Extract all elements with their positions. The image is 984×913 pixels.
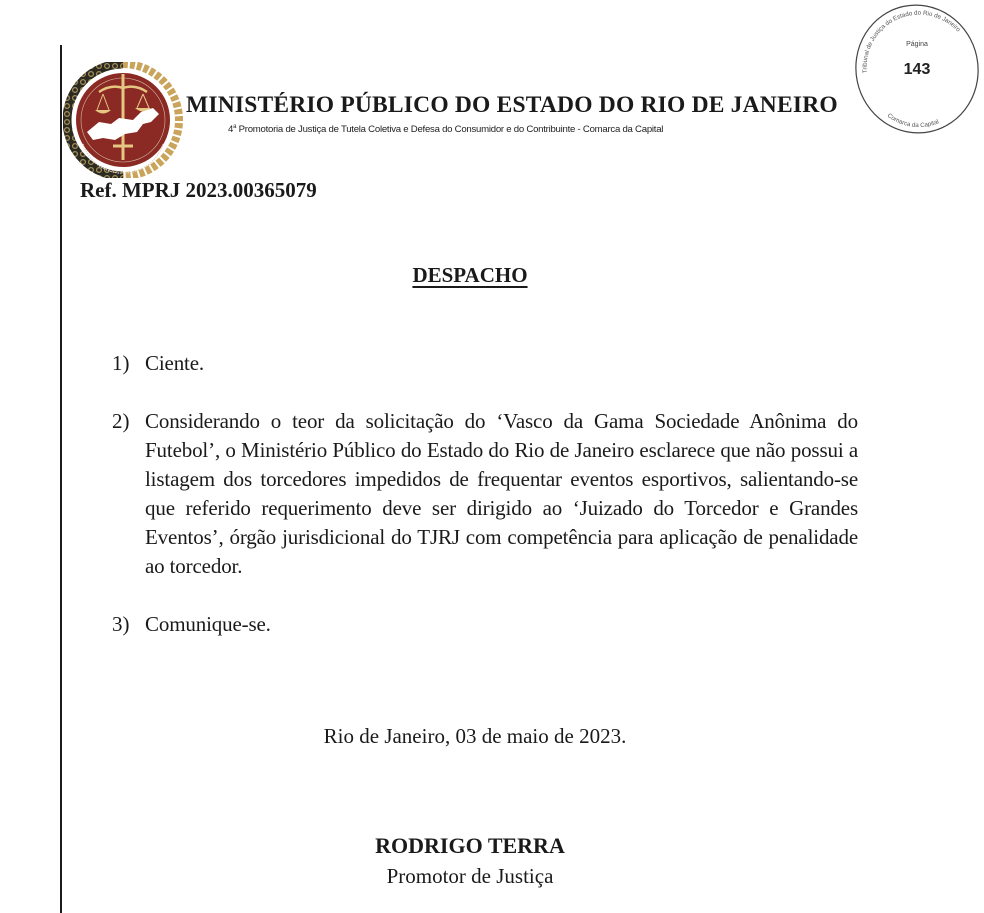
document-title: DESPACHO [412, 263, 528, 287]
item-text: Considerando o teor da solicitação do ‘Vasco da Gama Sociedade Anônima do Futebol’, o Ministério Público do Estado do Rio de Janeiro esclarece que não possui a listagem dos torcedores impedidos de frequentar eventos esportivos, salientando-se que referido requerimento deve ser dirigido ao ‘Juizado do Torcedor e Grandes Eventos’, órgão jurisdicional do TJRJ com competência para aplicação de penalidade ao torcedor. [145, 409, 858, 578]
item-number: 2) [112, 409, 130, 433]
item-text: Comunique-se. [145, 612, 271, 636]
stamp-ring-top-text: Tribunal de Justiça do Estado do Rio de Janeiro [861, 9, 962, 74]
page-stamp [853, 3, 981, 138]
institution-subtitle [228, 124, 663, 135]
stamp-page-label: Página [906, 41, 928, 48]
list-item [112, 407, 858, 581]
subtitle-text: Promotoria de Justiça de Tutela Coletiva e Defesa do Consumidor e do Contribuinte - Comarca da Capital [236, 124, 664, 136]
subtitle-number: 4 [228, 124, 234, 136]
stamp-page-number: 143 [903, 61, 931, 78]
item-number: 1) [112, 351, 130, 375]
signer-name: RODRIGO TERRA [375, 833, 565, 858]
subtitle-ordinal: a [233, 124, 237, 130]
date-line: Rio de Janeiro, 03 de maio de 2023. [323, 724, 627, 748]
institution-title: MINISTÉRIO PÚBLICO DO ESTADO DO RIO DE JANEIRO [186, 92, 838, 118]
item-number: 3) [112, 612, 130, 636]
page-margin-line [60, 45, 62, 913]
reference-number: Ref. MPRJ 2023.00365079 [80, 178, 317, 202]
dispatch-items [112, 349, 858, 668]
list-item [112, 349, 858, 378]
signer-role: Promotor de Justiça [386, 864, 554, 888]
item-text: Ciente. [145, 351, 205, 375]
list-item [112, 610, 858, 639]
mprj-emblem-icon [63, 62, 183, 178]
stamp-ring-bottom-text: Comarca da Capital [885, 112, 940, 130]
